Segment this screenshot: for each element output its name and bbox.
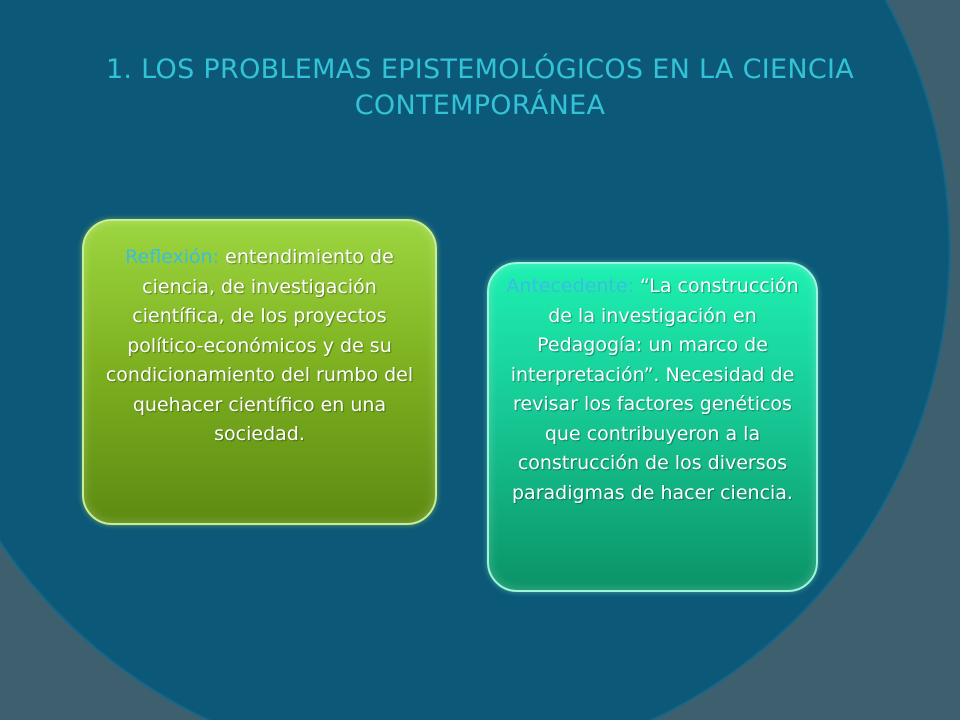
antecedent-text: “La construcción de la investigación en Pedagogía: un marco de interpretación”. Necesidad de revisar los factores genéticos que contribuyeron a la construcción de los diversos paradigmas de hacer ciencia.	[510, 275, 799, 504]
slide-title: 1. LOS PROBLEMAS EPISTEMOLÓGICOS EN LA CIENCIA CONTEMPORÁNEA	[105, 54, 855, 121]
reflection-card	[82, 219, 437, 525]
antecedent-card	[487, 262, 818, 592]
antecedent-lead: Antecedente:	[506, 275, 634, 297]
reflection-text: entendimiento de ciencia, de investigación científica, de los proyectos político-económicos y de su condicionamiento del rumbo del quehacer científico en una sociedad.	[105, 246, 414, 445]
reflection-lead: Reflexión:	[125, 246, 220, 268]
